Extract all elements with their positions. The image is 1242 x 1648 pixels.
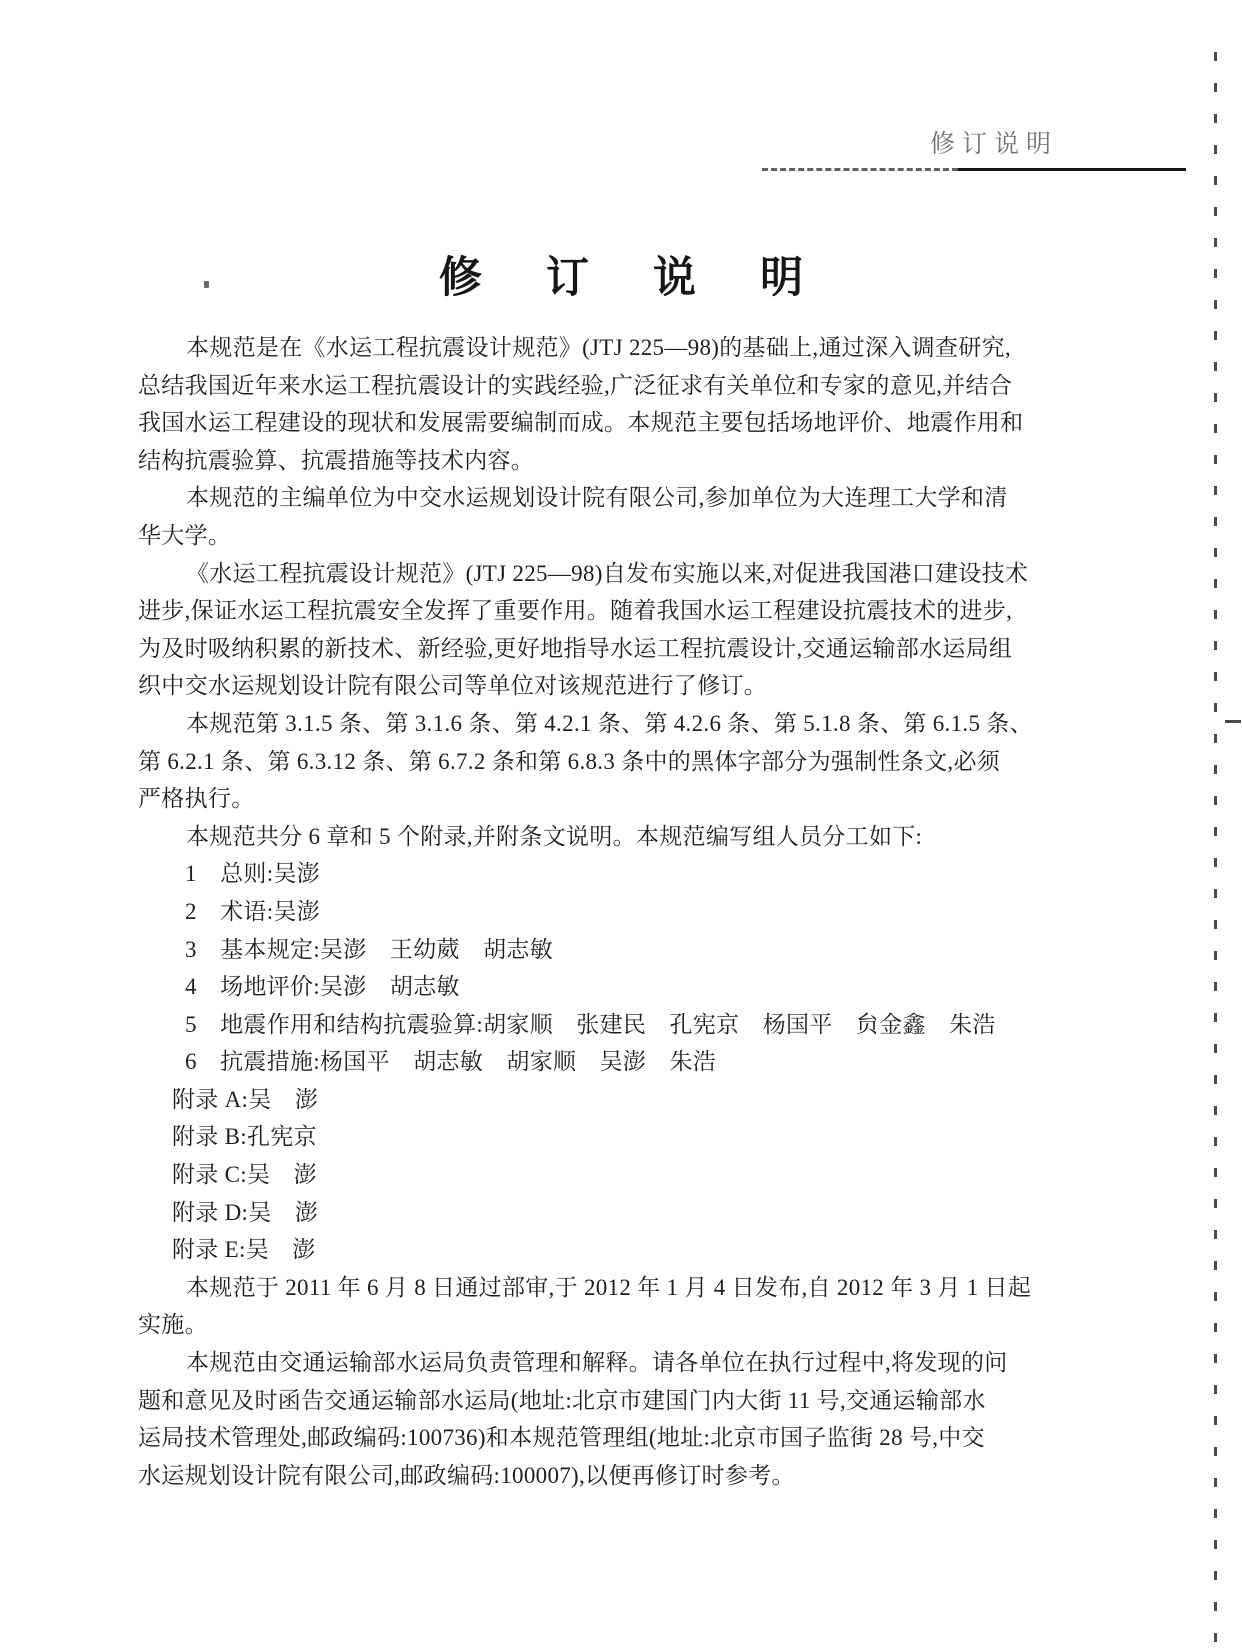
text-line: 附录 C:吴 澎 bbox=[172, 1162, 317, 1188]
scan-speck-artifact bbox=[204, 281, 209, 288]
header-rule-dashed-segment bbox=[762, 168, 958, 172]
header-rule-solid-segment bbox=[958, 168, 1186, 172]
text-line: 本规范共分 6 章和 5 个附录,并附条文说明。本规范编写组人员分工如下: bbox=[186, 823, 923, 849]
text-line: 织中交水运规划设计院有限公司等单位对该规范进行了修订。 bbox=[138, 673, 768, 699]
text-line: 本规范第 3.1.5 条、第 3.1.6 条、第 4.2.1 条、第 4.2.6 条、第 5.1.8 条、第 6.1.5 条、 bbox=[186, 710, 1033, 736]
text-line: 附录 E:吴 澎 bbox=[172, 1237, 316, 1263]
text-line: 5 地震作用和结构抗震验算:胡家顺 张建民 孔宪京 杨国平 贠金鑫 朱浩 bbox=[185, 1011, 996, 1037]
text-line: 进步,保证水运工程抗震安全发挥了重要作用。随着我国水运工程建设抗震技术的进步, bbox=[138, 598, 1013, 624]
text-line: 为及时吸纳积累的新技术、新经验,更好地指导水运工程抗震设计,交通运输部水运局组 bbox=[138, 635, 1013, 661]
scan-edge-dashed-line-artifact bbox=[1214, 52, 1217, 1642]
text-line: 1 总则:吴澎 bbox=[185, 861, 320, 887]
text-line: 6 抗震措施:杨国平 胡志敏 胡家顺 吴澎 朱浩 bbox=[185, 1049, 717, 1075]
running-header-title: 修订说明 bbox=[930, 131, 1059, 158]
text-line: 本规范由交通运输部水运局负责管理和解释。请各单位在执行过程中,将发现的问 bbox=[186, 1350, 1008, 1376]
text-line: 实施。 bbox=[138, 1312, 208, 1338]
text-line: 2 术语:吴澎 bbox=[185, 898, 320, 924]
text-line: 严格执行。 bbox=[138, 786, 255, 812]
text-line: 题和意见及时函告交通运输部水运局(地址:北京市建国门内大街 11 号,交通运输部水 bbox=[138, 1387, 986, 1413]
text-line: 附录 B:孔宪京 bbox=[172, 1124, 317, 1150]
text-line: 本规范的主编单位为中交水运规划设计院有限公司,参加单位为大连理工大学和清 bbox=[186, 485, 1008, 511]
document-body bbox=[138, 329, 1052, 1494]
text-line: 本规范于 2011 年 6 月 8 日通过部审,于 2012 年 1 月 4 日发布,自 2012 年 3 月 1 日起 bbox=[186, 1274, 1032, 1300]
text-line: 《水运工程抗震设计规范》(JTJ 225—98)自发布实施以来,对促进我国港口建设技术 bbox=[186, 560, 1029, 586]
text-line: 我国水运工程建设的现状和发展需要编制而成。本规范主要包括场地评价、地震作用和 bbox=[138, 410, 1024, 436]
document-title: 修 订 说 明 bbox=[438, 255, 830, 302]
text-line: 华大学。 bbox=[138, 522, 232, 548]
text-line: 3 基本规定:吴澎 王幼葳 胡志敏 bbox=[185, 936, 553, 962]
text-line: 运局技术管理处,邮政编码:100736)和本规范管理组(地址:北京市国子监街 28 号,中交 bbox=[138, 1425, 985, 1451]
text-line: 本规范是在《水运工程抗震设计规范》(JTJ 225—98)的基础上,通过深入调查研究, bbox=[186, 335, 1011, 360]
text-line: 附录 A:吴 澎 bbox=[172, 1086, 319, 1112]
text-line: 第 6.2.1 条、第 6.3.12 条、第 6.7.2 条和第 6.8.3 条中的黑体字部分为强制性条文,必须 bbox=[138, 748, 1001, 774]
text-line: 结构抗震验算、抗震措施等技术内容。 bbox=[138, 447, 535, 473]
scan-dash-artifact bbox=[1225, 720, 1241, 723]
text-line: 附录 D:吴 澎 bbox=[172, 1199, 319, 1225]
header-rule bbox=[762, 168, 1186, 172]
text-line: 总结我国近年来水运工程抗震设计的实践经验,广泛征求有关单位和专家的意见,并结合 bbox=[138, 372, 1013, 398]
text-line: 水运规划设计院有限公司,邮政编码:100007),以便再修订时参考。 bbox=[138, 1462, 795, 1488]
text-line: 4 场地评价:吴澎 胡志敏 bbox=[185, 974, 460, 1000]
